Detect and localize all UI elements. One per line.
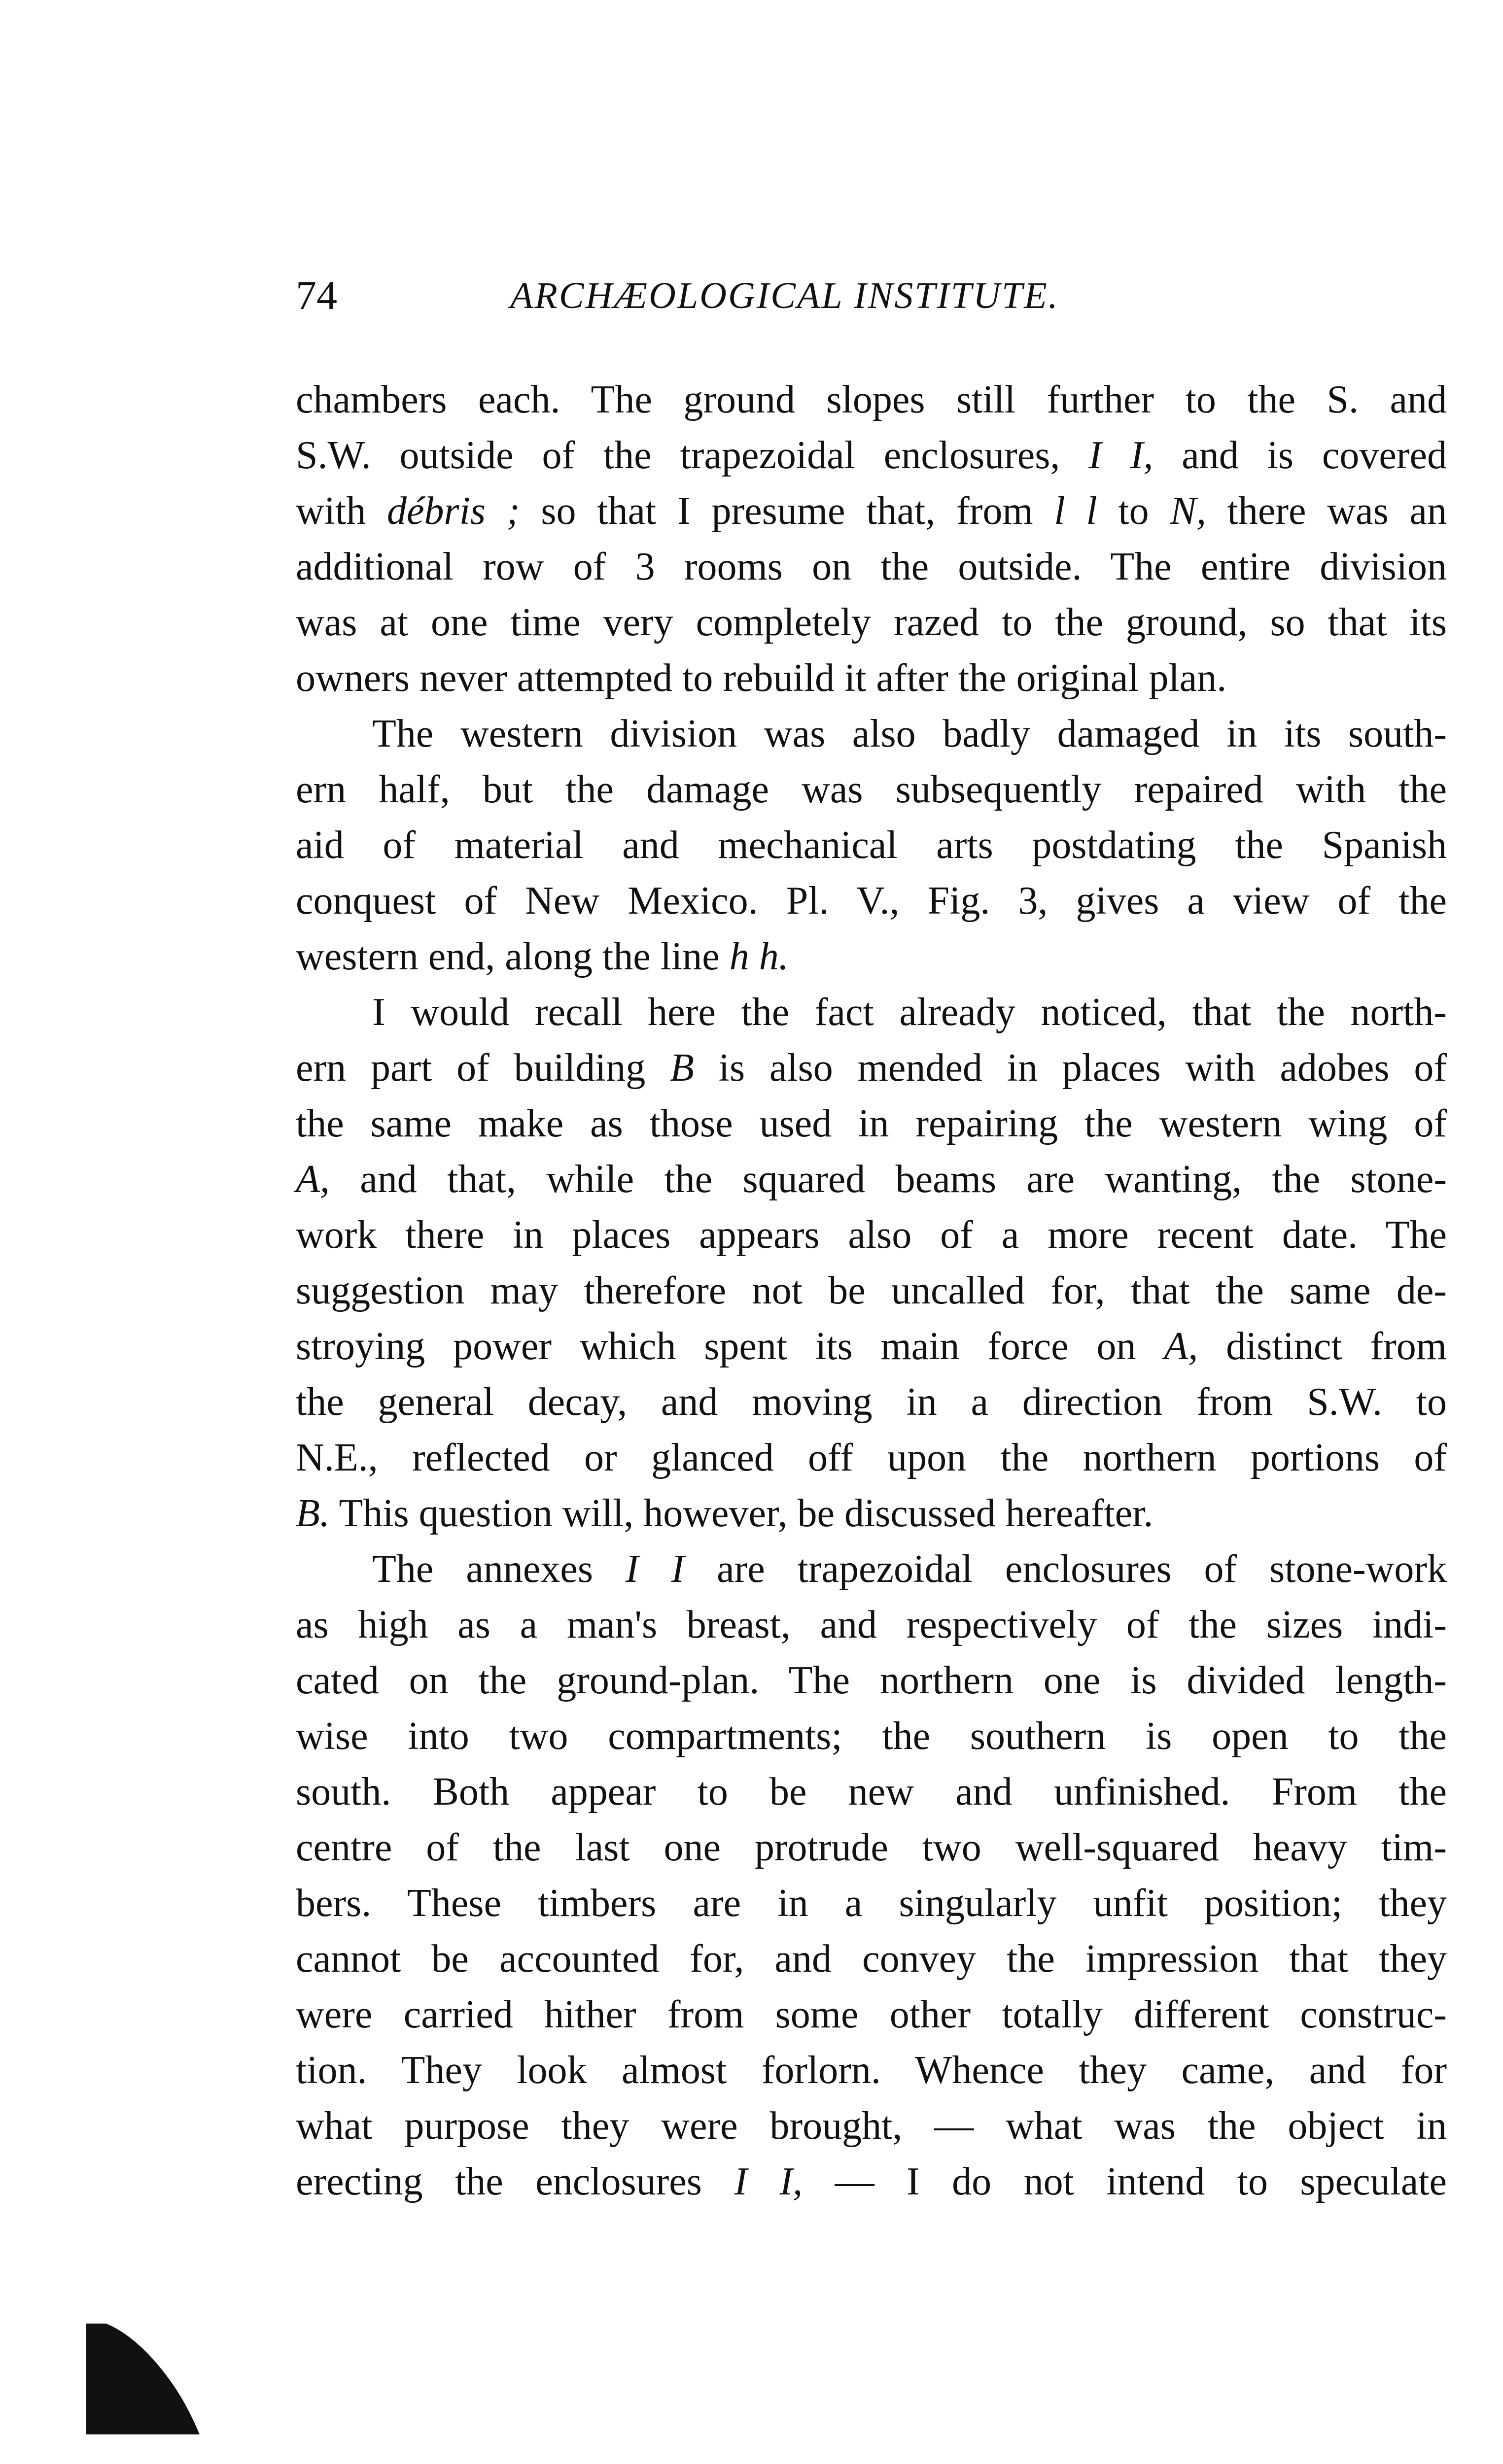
text-line: the general decay, and moving in a direction from S.W. to [296, 1380, 1447, 1424]
text-line: cannot be accounted for, and convey the impression that they [296, 1937, 1447, 1981]
text-line: was at one time very completely razed to the ground, so that its [296, 601, 1447, 644]
text-line: centre of the last one protrude two well-squared heavy tim- [296, 1826, 1447, 1869]
text-line: suggestion may therefore not be uncalled for, that the same de- [296, 1269, 1447, 1312]
text-line: as high as a man's breast, and respectively of the sizes indi- [296, 1603, 1447, 1646]
page-number: 74 [296, 273, 337, 318]
page-header [296, 269, 1449, 323]
text-line: aid of material and mechanical arts postdating the Spanish [296, 823, 1447, 867]
text-line: work there in places appears also of a more recent date. The [296, 1213, 1447, 1257]
text-line: what purpose they were brought, — what was the object in [296, 2104, 1447, 2148]
text-line: ern part of building B is also mended in places with adobes of [296, 1046, 1447, 1090]
body-text [296, 372, 1447, 2210]
scan-corner-mark [86, 2324, 200, 2434]
text-line: B. This question will, however, be discussed hereafter. [296, 1492, 1153, 1535]
text-line: I would recall here the fact already noticed, that the north- [372, 991, 1447, 1034]
text-line: owners never attempted to rebuild it after the original plan. [296, 656, 1227, 700]
text-line: A, and that, while the squared beams are wanting, the stone- [296, 1158, 1447, 1201]
text-line: with débris ; so that I presume that, from l l to N, there was an [296, 489, 1447, 533]
text-line: The annexes I I are trapezoidal enclosures of stone-work [372, 1547, 1447, 1591]
text-line: chambers each. The ground slopes still further to the S. and [296, 378, 1447, 421]
text-line: the same make as those used in repairing the western wing of [296, 1102, 1447, 1145]
text-line: S.W. outside of the trapezoidal enclosures, I I, and is covered [296, 434, 1447, 477]
text-line: conquest of New Mexico. Pl. V., Fig. 3, gives a view of the [296, 879, 1447, 923]
text-line: bers. These timbers are in a singularly unfit position; they [296, 1882, 1447, 1925]
text-line: N.E., reflected or glanced off upon the northern portions of [296, 1436, 1447, 1479]
running-title: ARCHÆOLOGICAL INSTITUTE. [510, 275, 1059, 316]
text-line: were carried hither from some other totally different construc- [296, 1993, 1447, 2036]
text-line: stroying power which spent its main force on A, distinct from [296, 1325, 1447, 1368]
text-line: wise into two compartments; the southern is open to the [296, 1714, 1447, 1758]
text-line: ern half, but the damage was subsequently repaired with the [296, 768, 1447, 811]
text-line: south. Both appear to be new and unfinished. From the [296, 1770, 1447, 1814]
text-line: The western division was also badly damaged in its south- [372, 712, 1447, 755]
text-line: erecting the enclosures I I, — I do not intend to speculate [296, 2160, 1447, 2203]
text-line: additional row of 3 rooms on the outside. The entire division [296, 545, 1447, 588]
text-line: western end, along the line h h. [296, 935, 789, 978]
text-line: tion. They look almost forlorn. Whence they came, and for [296, 2049, 1447, 2092]
text-line: cated on the ground-plan. The northern one is divided length- [296, 1659, 1447, 1702]
